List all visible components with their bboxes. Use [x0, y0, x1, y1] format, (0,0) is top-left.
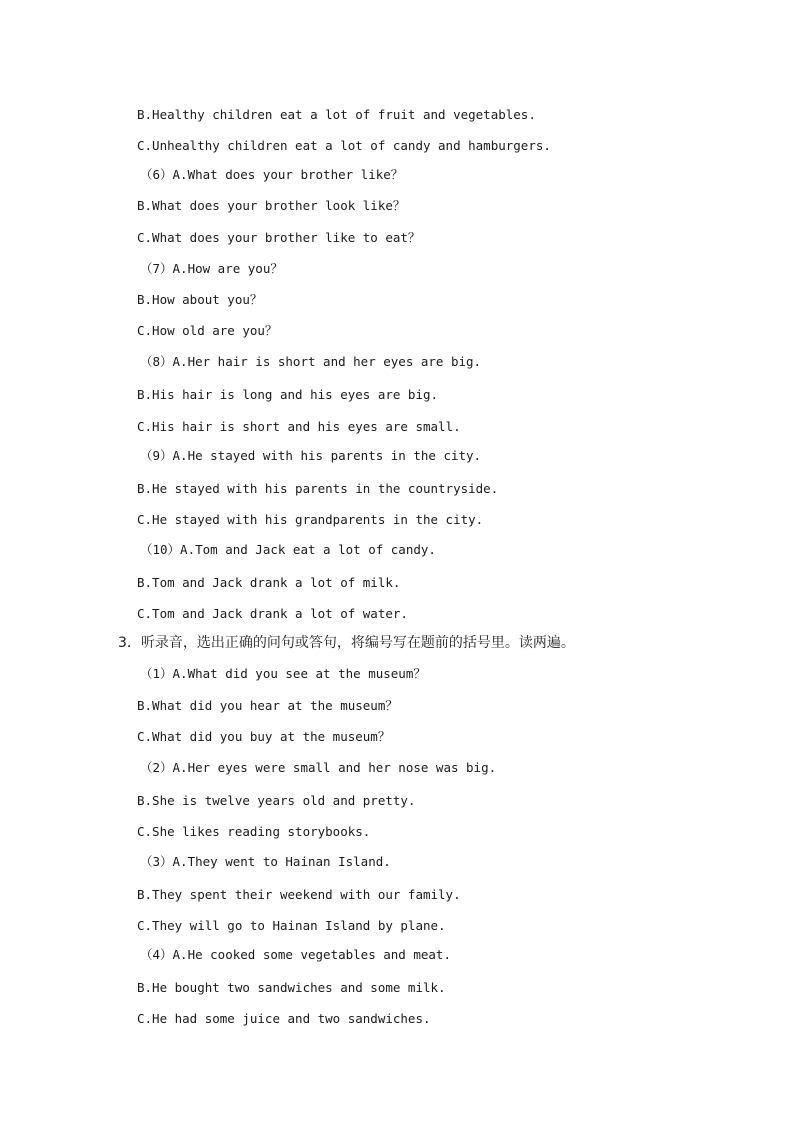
s3-question-2-option-c: C.She likes reading storybooks.: [137, 824, 371, 839]
section-3-heading: 3．听录音，选出正确的问句或答句，将编号写在题前的括号里。读两遍。: [118, 635, 575, 651]
s3-question-1-option-a: （1）A.What did you see at the museum？: [140, 666, 426, 681]
question-6-option-a: （6）A.What does your brother like？: [140, 167, 404, 182]
question-7-option-c: C.How old are you？: [137, 323, 278, 338]
option-5c: C.Unhealthy children eat a lot of candy and hamburgers.: [137, 138, 551, 153]
s3-question-1-option-b: B.What did you hear at the museum？: [137, 698, 398, 713]
question-10-option-a: （10）A.Tom and Jack eat a lot of candy.: [140, 542, 436, 557]
s3-question-4-option-c: C.He had some juice and two sandwiches.: [137, 1011, 431, 1026]
question-9-option-a: （9）A.He stayed with his parents in the city.: [140, 448, 482, 463]
s3-question-3-option-a: （3）A.They went to Hainan Island.: [140, 854, 391, 869]
s3-question-4-option-a: （4）A.He cooked some vegetables and meat.: [140, 947, 451, 962]
question-6-option-b: B.What does your brother look like？: [137, 198, 406, 213]
question-10-option-b: B.Tom and Jack drank a lot of milk.: [137, 575, 401, 590]
s3-question-3-option-b: B.They spent their weekend with our family.: [137, 887, 461, 902]
s3-question-2-option-a: （2）A.Her eyes were small and her nose was big.: [140, 760, 497, 775]
question-10-option-c: C.Tom and Jack drank a lot of water.: [137, 606, 408, 621]
question-6-option-c: C.What does your brother like to eat？: [137, 230, 421, 245]
s3-question-2-option-b: B.She is twelve years old and pretty.: [137, 793, 416, 808]
question-9-option-c: C.He stayed with his grandparents in the city.: [137, 512, 484, 527]
option-5b: B.Healthy children eat a lot of fruit and vegetables.: [137, 107, 536, 122]
s3-question-4-option-b: B.He bought two sandwiches and some milk.: [137, 980, 446, 995]
s3-question-1-option-c: C.What did you buy at the museum？: [137, 729, 391, 744]
question-8-option-b: B.His hair is long and his eyes are big.: [137, 387, 439, 402]
s3-question-3-option-c: C.They will go to Hainan Island by plane.: [137, 918, 446, 933]
question-7-option-a: （7）A.How are you？: [140, 261, 283, 276]
question-9-option-b: B.He stayed with his parents in the countryside.: [137, 481, 499, 496]
question-8-option-c: C.His hair is short and his eyes are small.: [137, 419, 461, 434]
question-7-option-b: B.How about you？: [137, 292, 263, 307]
question-8-option-a: （8）A.Her hair is short and her eyes are big.: [140, 354, 482, 369]
